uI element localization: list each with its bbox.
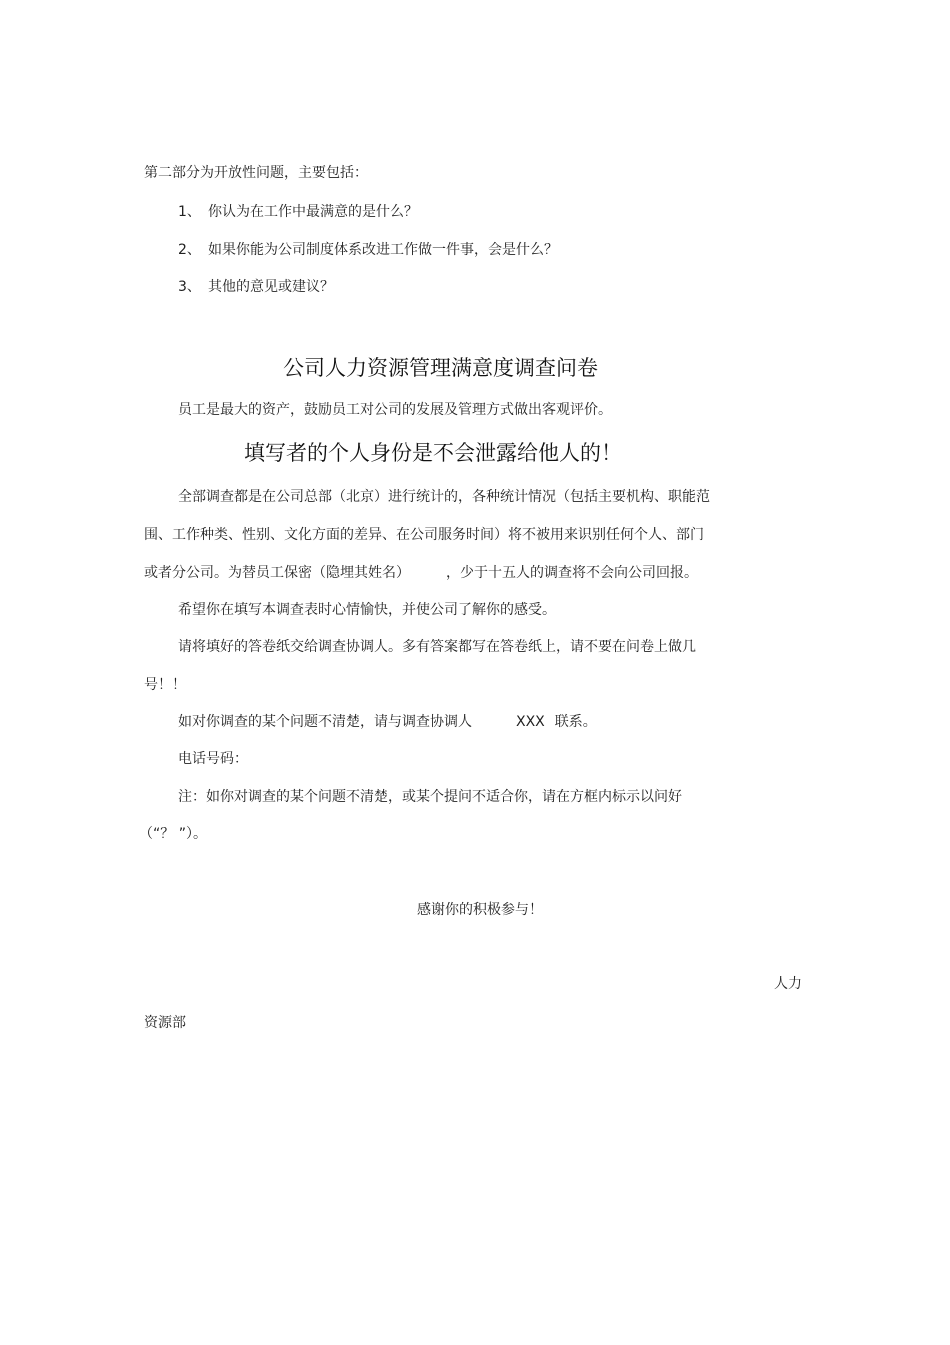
para2: 希望你在填写本调查表时心情愉快，并使公司了解你的感受。 (178, 602, 556, 618)
part2-intro: 第二部分为开放性问题，主要包括： (144, 165, 368, 181)
question-number: 2、 (178, 242, 201, 258)
para4-prefix: 如对你调查的某个问题不清楚，请与调查协调人 (178, 714, 472, 730)
question-item-3 (178, 277, 334, 297)
para4 (178, 712, 597, 732)
question-text: 如果你能为公司制度体系改进工作做一件事，会是什么？ (208, 242, 558, 258)
survey-lead: 员工是最大的资产，鼓励员工对公司的发展及管理方式做出客观评价。 (178, 402, 612, 418)
signature-part2: 资源部 (144, 1015, 186, 1031)
para3-line1: 请将填好的答卷纸交给调查协调人。多有答案都写在答卷纸上，请不要在问卷上做几 (178, 639, 696, 655)
question-number: 3、 (178, 279, 201, 295)
note-line1: 注：如你对调查的某个问题不清楚，或某个提问不适合你，请在方框内标示以问好 (178, 789, 682, 805)
para1-line3-start: 或者分公司。为替员工保密（隐埋其姓名） (144, 565, 410, 581)
para4-suffix: 联系。 (554, 714, 597, 730)
question-item-1 (178, 202, 418, 222)
question-text: 你认为在工作中最满意的是什么？ (208, 204, 418, 220)
para1-line2: 围、工作种类、性别、文化方面的差异、在公司服务时间）将不被用来识别任何个人、部门 (144, 527, 704, 543)
phone-label: 电话号码： (178, 751, 248, 767)
thanks-text: 感谢你的积极参与！ (417, 902, 543, 918)
para3-line2: 号！！ (144, 677, 186, 693)
question-number: 1、 (178, 204, 201, 220)
para1-line1: 全部调查都是在公司总部（北京）进行统计的，各种统计情况（包括主要机构、职能范 (178, 489, 710, 505)
para1-line3 (144, 563, 698, 583)
contact-name: XXX (516, 714, 545, 730)
question-item-2 (178, 240, 558, 260)
para1-line3-end: ，少于十五人的调查将不会向公司回报。 (446, 565, 698, 581)
signature-part1: 人力 (774, 976, 802, 992)
survey-title: 公司人力资源管理满意度调查问卷 (283, 356, 598, 380)
question-text: 其他的意见或建议？ (208, 279, 334, 295)
note-line2: （“？ ”）。 (139, 826, 207, 842)
privacy-headline: 填写者的个人身份是不会泄露给他人的！ (244, 441, 622, 465)
